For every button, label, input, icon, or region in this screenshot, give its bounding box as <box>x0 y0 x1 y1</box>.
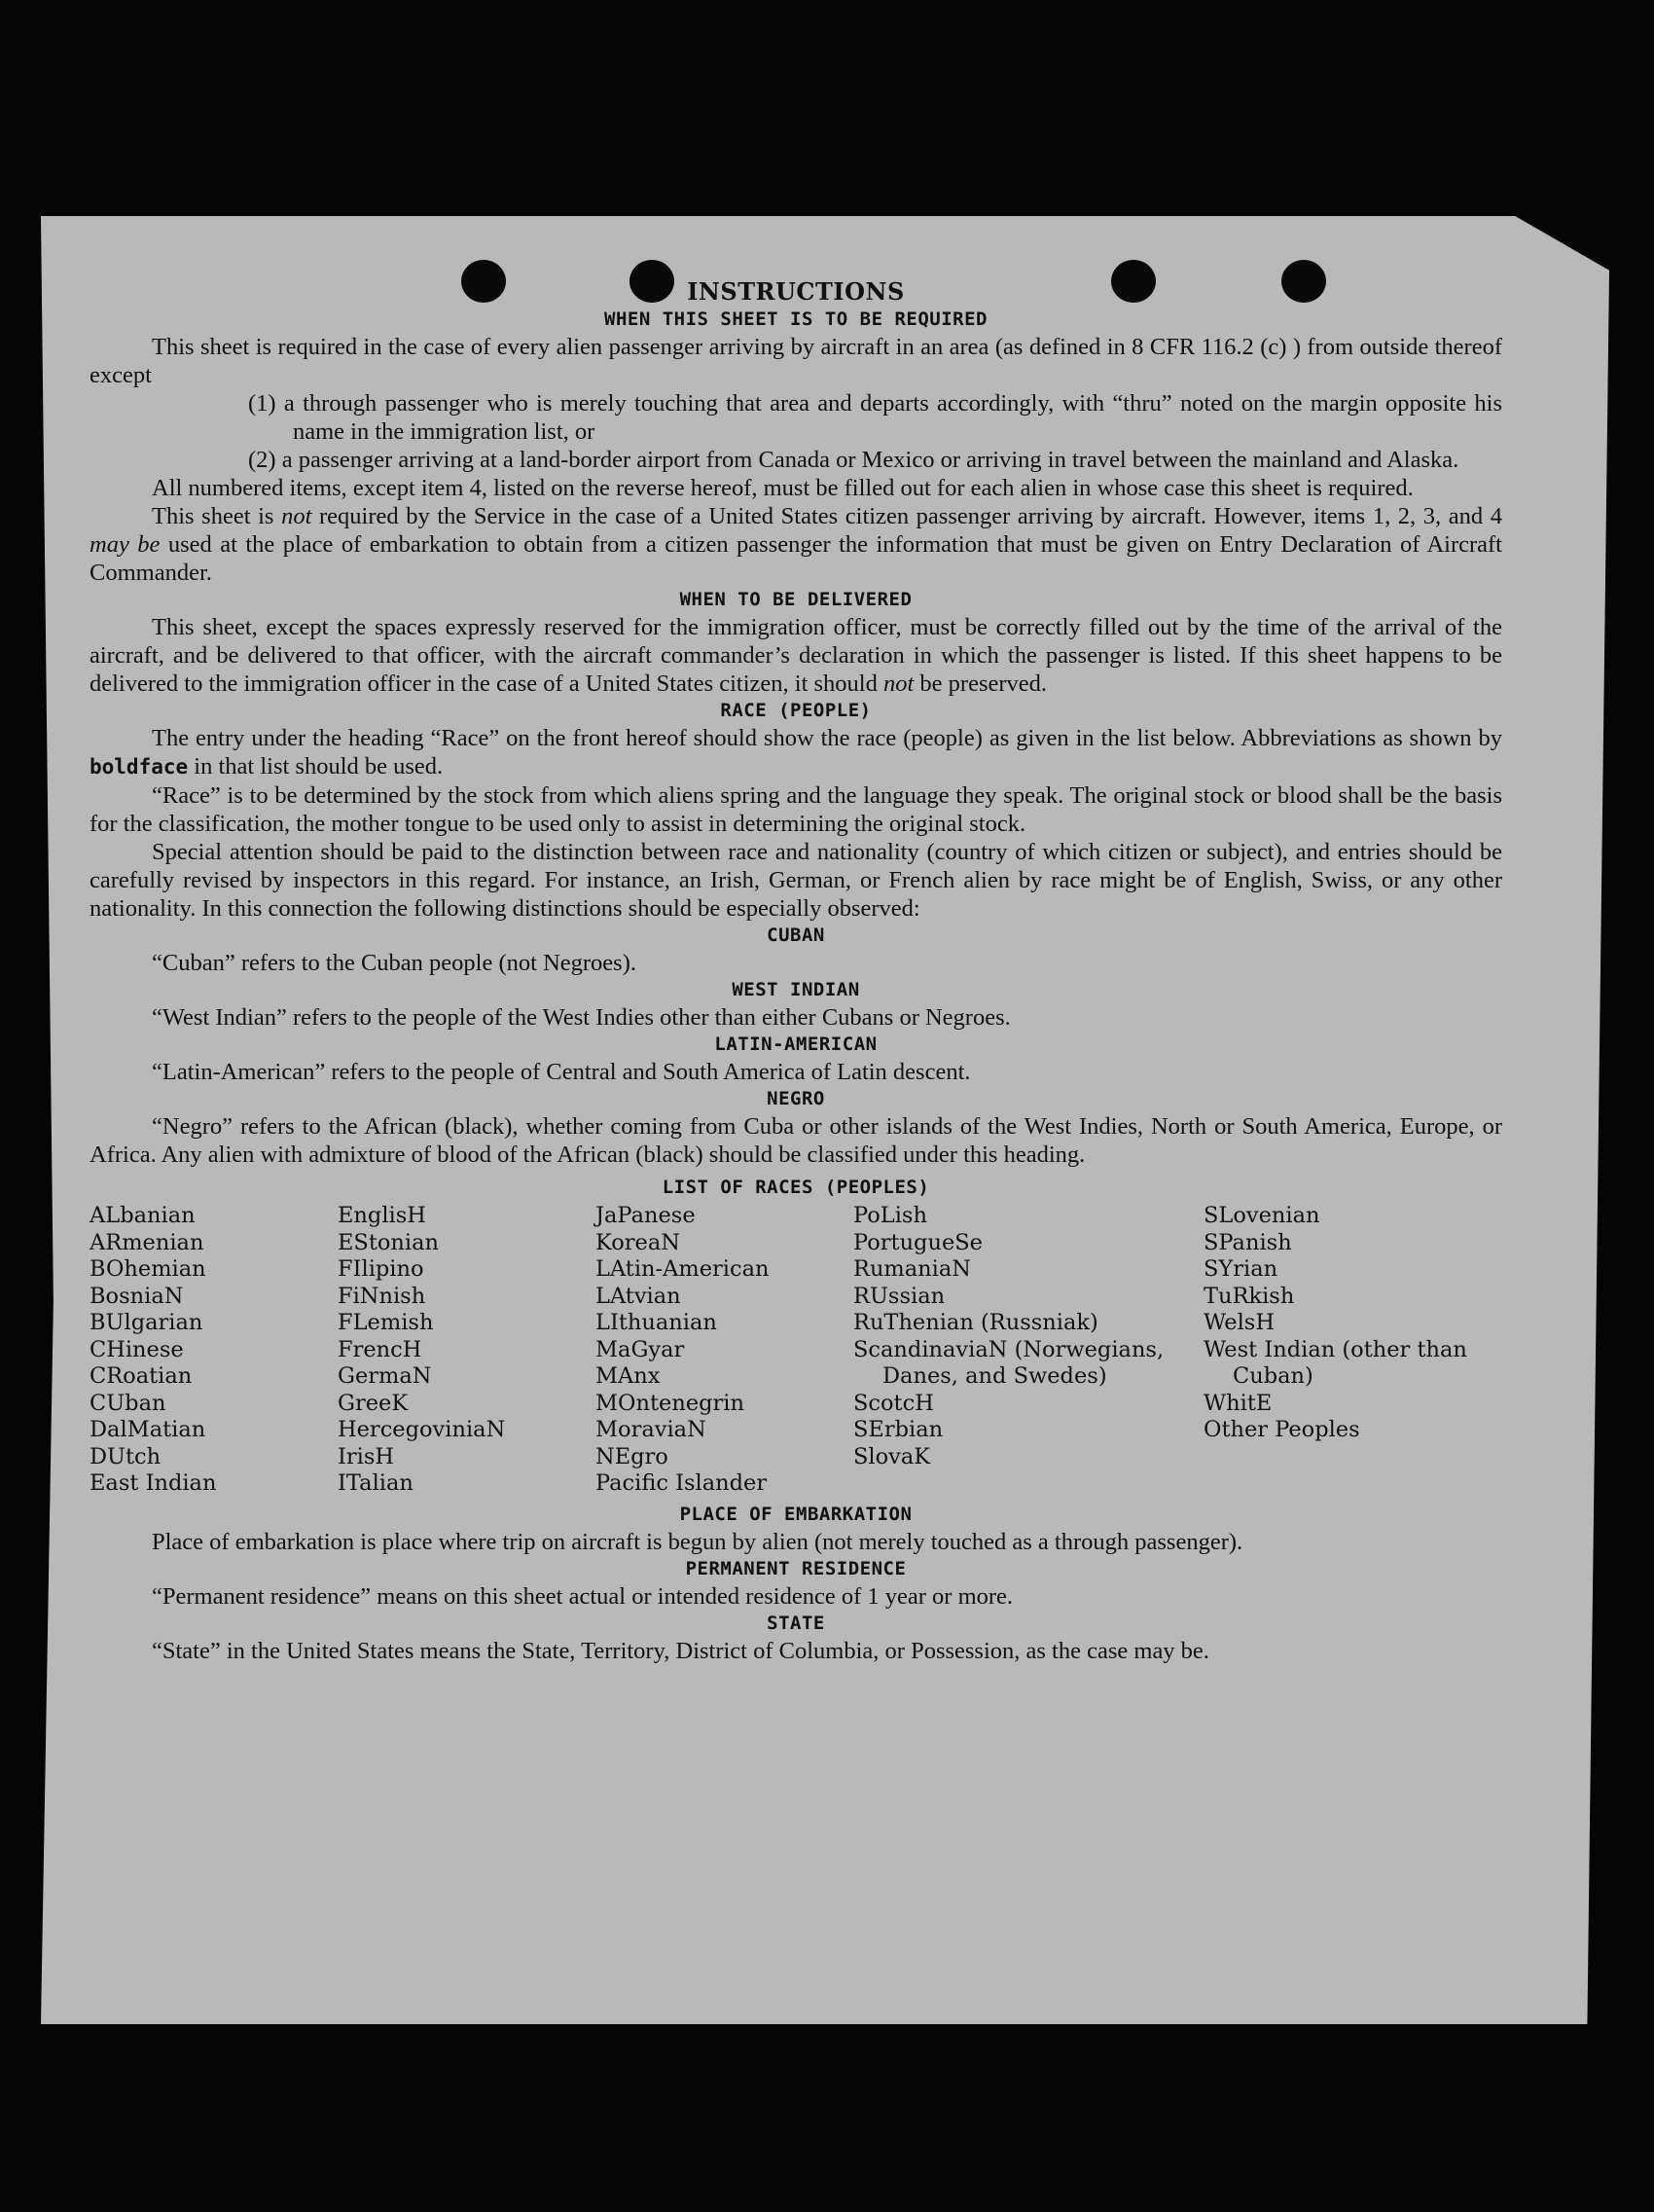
exception-item: (2) a passenger arriving at a land-border airport from Canada or Mexico or arriving in travel between the mainland and Alaska. <box>248 447 1459 473</box>
race-entry: PoLish <box>853 1203 927 1228</box>
paragraph: “Cuban” refers to the Cuban people (not Negroes). <box>152 950 636 976</box>
race-entry: WelsH <box>1204 1310 1275 1335</box>
race-entry: CRoatian <box>90 1363 193 1389</box>
page-title: INSTRUCTIONS <box>687 277 905 306</box>
paragraph: Place of embarkation is place where trip on aircraft is begun by alien (not merely touched as a through passenger). <box>152 1528 1243 1555</box>
race-entry: DalMatian <box>90 1417 206 1442</box>
race-entry: ITalian <box>338 1470 414 1496</box>
race-entry: RuThenian (Russniak) <box>853 1310 1098 1335</box>
paragraph: The entry under the heading “Race” on the front hereof should show the race (people) as given in the list below. Abbreviations as shown by boldface in that list should be used. <box>90 725 1502 780</box>
race-entry: SlovaK <box>853 1443 931 1469</box>
race-entry: FiNnish <box>338 1283 426 1309</box>
paragraph: All numbered items, except item 4, listed on the reverse hereof, must be filled out for each alien in whose case this sheet is required. <box>152 475 1414 501</box>
race-entry: Other Peoples <box>1204 1417 1360 1442</box>
race-entry: FIlipino <box>338 1256 424 1282</box>
section-heading: WHEN THIS SHEET IS TO BE REQUIRED <box>604 308 988 330</box>
race-entry: ARmenian <box>90 1229 204 1255</box>
race-column <box>1204 1203 1495 1498</box>
paragraph: This sheet is required in the case of every alien passenger arriving by aircraft in an area (as defined in 8 CFR 116.2 (c) ) from outside thereof except <box>90 334 1502 388</box>
race-entry: FLemish <box>338 1310 434 1335</box>
race-entry: East Indian <box>90 1470 217 1496</box>
section-heading: PERMANENT RESIDENCE <box>685 1557 907 1579</box>
race-entry: EnglisH <box>338 1203 426 1228</box>
race-entry: ScotcH <box>853 1390 934 1416</box>
race-entry: SYrian <box>1204 1256 1278 1282</box>
race-entry: MAnx <box>595 1363 661 1389</box>
race-entry: LIthuanian <box>595 1310 717 1335</box>
section-heading: WHEN TO BE DELIVERED <box>679 589 913 610</box>
paragraph: This sheet, except the spaces expressly reserved for the immigration officer, must be correctly filled out by the time of the arrival of the aircraft, and be delivered to that officer, with the aircraft commander’s declaration in which the passenger is listed. If this sheet happens to be delivered to the immigration officer in the case of a United States citizen, it should not be preserved. <box>90 614 1502 697</box>
race-entry: SErbian <box>853 1417 944 1442</box>
exception-item: (1) a through passenger who is merely touching that area and departs accordingly, with “thru” noted on the margin opposite his name in the immigration list, or <box>248 390 1502 445</box>
race-entry: West Indian (other than Cuban) <box>1204 1336 1467 1389</box>
section-heading: NEGRO <box>767 1088 825 1109</box>
race-entry: ALbanian <box>90 1203 196 1228</box>
race-entry: CUban <box>90 1390 166 1416</box>
race-entry: GermaN <box>338 1363 432 1389</box>
race-entry: RUssian <box>853 1283 946 1309</box>
race-entry: LAtin-American <box>595 1256 770 1282</box>
race-entry: BosniaN <box>90 1283 184 1309</box>
race-entry: WhitE <box>1204 1390 1273 1416</box>
race-entry: BUlgarian <box>90 1310 203 1335</box>
race-entry: SPanish <box>1204 1229 1292 1255</box>
section-heading: LIST OF RACES (PEOPLES) <box>662 1177 930 1198</box>
race-entry: SLovenian <box>1204 1203 1320 1228</box>
race-entry: BOhemian <box>90 1256 206 1282</box>
section-heading: PLACE OF EMBARKATION <box>679 1503 913 1525</box>
race-entry: MoraviaN <box>595 1417 706 1442</box>
paragraph: “Permanent residence” means on this sheet actual or intended residence of 1 year or more. <box>152 1582 1014 1610</box>
section-heading: LATIN-AMERICAN <box>714 1033 878 1055</box>
section-heading: STATE <box>767 1612 825 1634</box>
race-entry: NEgro <box>595 1443 668 1469</box>
paragraph: This sheet is not required by the Service in the case of a United States citizen passenger arriving by aircraft. However, items 1, 2, 3, and 4 may be used at the place of embarkation to obtain from a citizen passenger the information that must be given on Entry Declaration of Aircraft Commander. <box>90 503 1502 586</box>
race-entry: PortugueSe <box>853 1229 984 1255</box>
race-entry: RumaniaN <box>853 1256 971 1282</box>
paragraph: “Race” is to be determined by the stock from which aliens spring and the language they speak. The original stock or blood shall be the basis for the classification, the mother tongue to be used only to assist in determining the original stock. <box>90 782 1502 837</box>
instructions-body <box>90 277 1502 1665</box>
race-entry: IrisH <box>338 1443 395 1469</box>
race-entry: DUtch <box>90 1443 162 1469</box>
race-column <box>90 1203 338 1498</box>
paragraph: “Latin-American” refers to the people of Central and South America of Latin descent. <box>152 1059 971 1085</box>
section-heading: RACE (PEOPLE) <box>720 700 872 721</box>
paragraph: “West Indian” refers to the people of the West Indies other than either Cubans or Negroes. <box>152 1004 1011 1031</box>
race-list <box>90 1203 1502 1498</box>
section-heading: CUBAN <box>767 925 825 946</box>
race-entry: Pacific Islander <box>595 1470 768 1496</box>
section-heading: WEST INDIAN <box>732 979 860 1000</box>
paragraph: Special attention should be paid to the distinction between race and nationality (country of which citizen or subject), and entries should be carefully revised by inspectors in this regard. For instance, an Irish, German, or French alien by race might be of English, Swiss, or any other nationality. In this connection the following distinctions should be especially observed: <box>90 839 1502 922</box>
race-entry: GreeK <box>338 1390 409 1416</box>
race-entry: CHinese <box>90 1336 184 1362</box>
race-entry: JaPanese <box>595 1203 696 1228</box>
race-column <box>338 1203 595 1498</box>
race-entry: MaGyar <box>595 1336 685 1362</box>
paragraph: “State” in the United States means the State, Territory, District of Columbia, or Possession, as the case may be. <box>152 1637 1209 1664</box>
race-entry: MOntenegrin <box>595 1390 744 1416</box>
race-entry: EStonian <box>338 1229 440 1255</box>
race-entry: ScandinaviaN (Norwegians, Danes, and Swedes) <box>853 1336 1165 1389</box>
paragraph: “Negro” refers to the African (black), whether coming from Cuba or other islands of the West Indies, North or South America, Europe, or Africa. Any alien with admixture of blood of the African (black) should be classified under this heading. <box>90 1113 1502 1168</box>
race-entry: KoreaN <box>595 1229 680 1255</box>
race-entry: FrencH <box>338 1336 422 1362</box>
race-entry: HercegoviniaN <box>338 1417 506 1442</box>
race-column <box>595 1203 853 1498</box>
race-entry: TuRkish <box>1204 1283 1295 1309</box>
race-column <box>853 1203 1204 1498</box>
race-entry: LAtvian <box>595 1283 681 1309</box>
